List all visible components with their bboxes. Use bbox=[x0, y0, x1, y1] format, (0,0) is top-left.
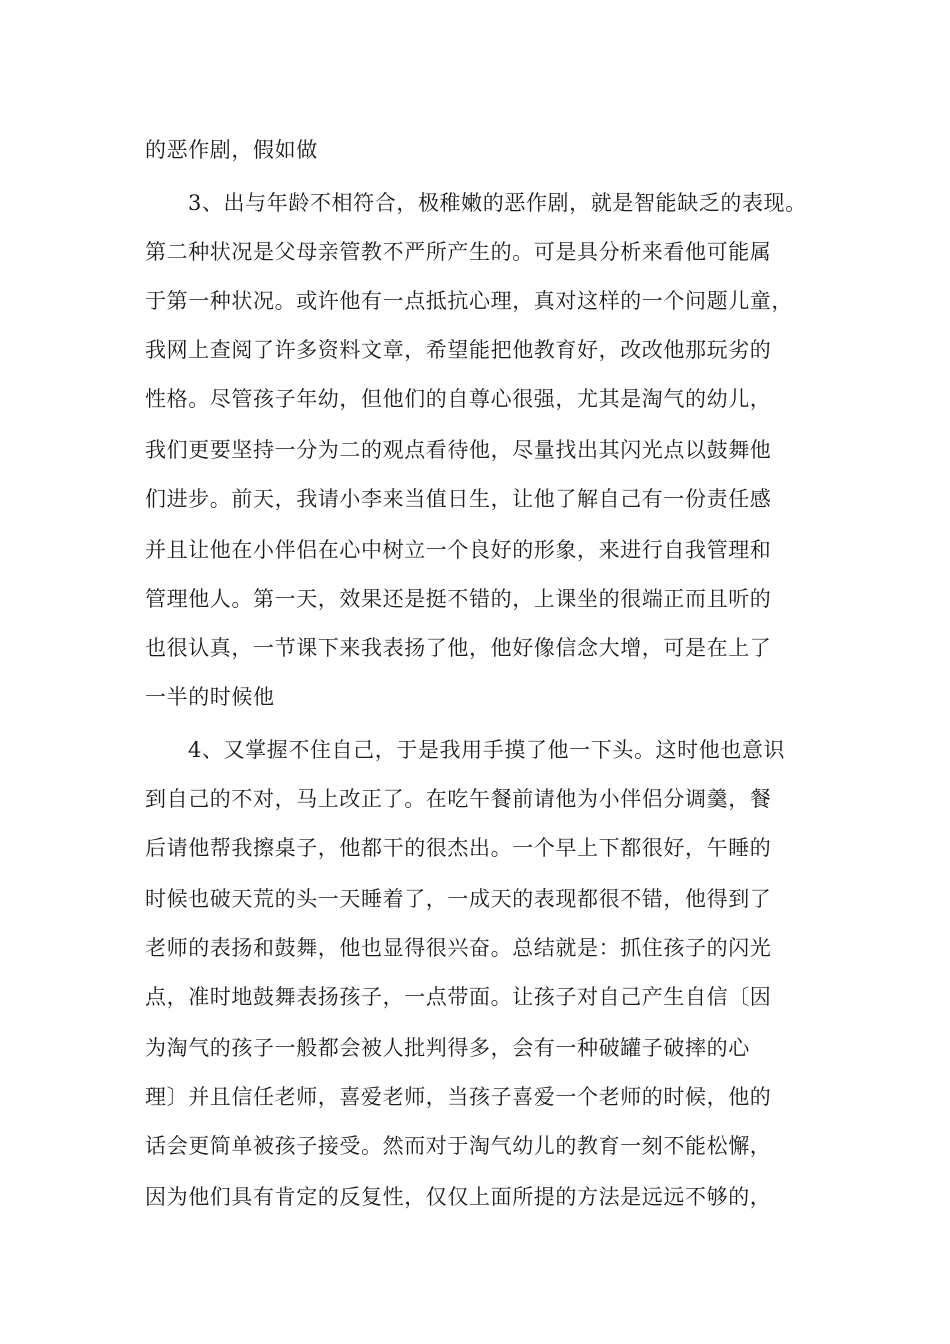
text-line: 也很认真，一节课下来我表扬了他，他好像信念大增，可是在上了 bbox=[145, 636, 772, 660]
text-line: 们进步。前天，我请小李来当值日生，让他了解自己有一份责任感 bbox=[145, 487, 772, 511]
paragraph-3-start: 3、出与年龄不相符合，极稚嫩的恶作剧，就是智能缺乏的表现。 bbox=[188, 191, 807, 215]
text-line: 点，准时地鼓舞表扬孩子，一点带面。让孩子对自己产生自信〔因 bbox=[145, 985, 772, 1009]
text-line: 话会更简单被孩子接受。然而对于淘气幼儿的教育一刻不能松懈， bbox=[145, 1134, 772, 1158]
text-line: 我网上查阅了许多资料文章，希望能把他教育好，改改他那玩劣的 bbox=[145, 338, 772, 362]
text-line: 一半的时候他 bbox=[145, 685, 275, 709]
text-line: 并且让他在小伴侣在心中树立一个良好的形象，来进行自我管理和 bbox=[145, 538, 772, 562]
text-line: 性格。尽管孩子年幼，但他们的自尊心很强，尤其是淘气的幼儿， bbox=[145, 387, 772, 411]
text-line: 于第一种状况。或许他有一点抵抗心理，真对这样的一个问题儿童， bbox=[145, 289, 793, 313]
text-line: 时候也破天荒的头一天睡着了，一成天的表现都很不错，他得到了 bbox=[145, 887, 772, 911]
text-line: 的恶作剧，假如做 bbox=[145, 138, 318, 162]
text-line: 第二种状况是父母亲管教不严所产生的。可是具分析来看他可能属 bbox=[145, 240, 772, 264]
paragraph-4-start: 4、又掌握不住自己，于是我用手摸了他一下头。这时他也意识 bbox=[188, 738, 786, 762]
text-line: 到自己的不对，马上改正了。在吃午餐前请他为小伴侣分调羹，餐 bbox=[145, 787, 772, 811]
text-line: 管理他人。第一天，效果还是挺不错的，上课坐的很端正而且听的 bbox=[145, 587, 772, 611]
text-line: 后请他帮我擦桌子，他都干的很杰出。一个早上下都很好，午睡的 bbox=[145, 836, 772, 860]
text-line: 因为他们具有肯定的反复性，仅仅上面所提的方法是远远不够的， bbox=[145, 1185, 772, 1209]
text-line: 理〕并且信任老师，喜爱老师，当孩子喜爱一个老师的时候，他的 bbox=[145, 1085, 772, 1109]
text-line: 老师的表扬和鼓舞，他也显得很兴奋。总结就是：抓住孩子的闪光 bbox=[145, 936, 772, 960]
text-line: 我们更要坚持一分为二的观点看待他，尽量找出其闪光点以鼓舞他 bbox=[145, 438, 772, 462]
text-line: 为淘气的孩子一般都会被人批判得多，会有一种破罐子破摔的心 bbox=[145, 1036, 750, 1060]
